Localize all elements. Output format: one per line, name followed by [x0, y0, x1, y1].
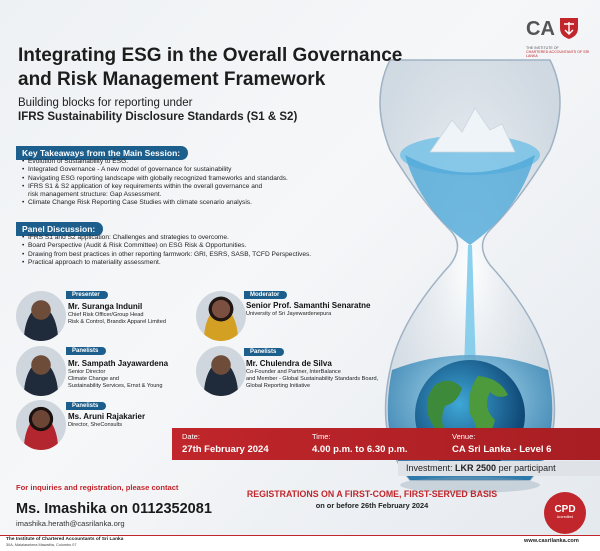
moderator-role: Moderator — [244, 291, 287, 299]
venue-label: Venue: — [452, 432, 476, 441]
list-item: • Board Perspective (Audit & Risk Committee) on ESG Risk & Opportunities. — [22, 242, 362, 250]
presenter-description — [68, 312, 198, 326]
investment-label: Investment: — [406, 463, 453, 473]
key-takeaways-heading: Key Takeaways from the Main Session: — [16, 146, 188, 160]
shield-icon — [558, 16, 580, 40]
panelist-description — [68, 369, 198, 389]
logo-line2: CHARTERED ACCOUNTANTS OF SRI LANKA — [526, 50, 590, 59]
moderator-avatar — [196, 291, 246, 341]
key-takeaways-list — [22, 158, 352, 208]
panelist-description — [246, 369, 406, 389]
list-item: • Evolution of Sustainability to ESG. — [22, 158, 352, 166]
investment-box — [398, 461, 600, 476]
presenter-desc-line: Chief Risk Officer/Group Head — [68, 312, 144, 318]
panelist-role: Panelists — [244, 348, 284, 356]
date-label: Date: — [182, 432, 200, 441]
moderator-name: Senior Prof. Samanthi Senaratne — [246, 301, 371, 310]
page-title — [18, 44, 488, 92]
contact-name-phone: Ms. Imashika on 0112352081 — [16, 501, 212, 517]
footer-institute: The Institute of Chartered Accountants of Sri Lanka — [6, 537, 124, 542]
cpd-sublabel: Accredited — [556, 515, 574, 519]
panelist-desc-line: Senior Director — [68, 369, 106, 375]
time-label: Time: — [312, 432, 331, 441]
date-value: 27th February 2024 — [182, 444, 269, 455]
investment-suffix: per participant — [498, 463, 556, 473]
title-line-2: and Risk Management Framework — [18, 69, 326, 90]
presenter-desc-line: Risk & Control, Brandix Apparel Limited — [68, 318, 166, 325]
list-item-continuation: risk management structure: Gap Assessment. — [28, 191, 162, 199]
logo-mark: CA — [526, 18, 555, 40]
panelist-name: Ms. Aruni Rajakarier — [68, 412, 146, 421]
panelist-avatar — [16, 346, 66, 396]
list-item: • Practical approach to materiality assessment. — [22, 259, 362, 267]
subtitle-standards: IFRS Sustainability Disclosure Standards (S1 & S2) — [18, 111, 298, 123]
list-item: • Climate Change Risk Reporting Case Studies with climate scenario analysis. — [22, 199, 352, 207]
investment-value: LKR 2500 — [455, 463, 497, 473]
title-line-1: Integrating ESG in the Overall Governance — [18, 45, 403, 66]
footer-website[interactable]: www.casrilanka.com — [524, 538, 579, 544]
contact-prompt: For inquiries and registration, please contact — [16, 483, 179, 492]
moderator-description: University of Sri Jayewardenepura — [246, 311, 332, 317]
panel-discussion-list — [22, 234, 362, 267]
panelist-desc-line: Climate Change and — [68, 375, 119, 382]
panelist-role: Panelists — [66, 347, 106, 355]
panelist-desc-line: Global Reporting Initiative — [246, 382, 311, 389]
cpd-badge — [544, 492, 586, 534]
registration-note: REGISTRATIONS ON A FIRST-COME, FIRST-SERVED BASIS — [246, 489, 498, 499]
venue-value: CA Sri Lanka - Level 6 — [452, 444, 552, 455]
panelist-description: Director, SheConsults — [68, 422, 123, 428]
presenter-role: Presenter — [66, 291, 108, 299]
registration-deadline: on or before 26th February 2024 — [315, 501, 429, 510]
list-item: • Integrated Governance - A new model of governance for sustainability — [22, 166, 352, 174]
list-item: • Navigating ESG reporting landscape with globally recognized frameworks and standards. — [22, 175, 352, 183]
list-item: • Drawing from best practices in other reporting farmwork: GRI, ESRS, SASB, TCFD Perspectives. — [22, 251, 362, 259]
panelist-role: Panelists — [66, 402, 106, 410]
footer-address: 30A, Malalasekera Mawatha, Colombo 07 — [6, 543, 77, 547]
list-item: • IFRS S1 & S2 application of key requirements within the overall governance and — [22, 183, 352, 191]
list-item: • IFRS S1 and S2 application: Challenges and strategies to overcome. — [22, 234, 362, 242]
contact-email[interactable]: imashika.herath@casrilanka.org — [16, 519, 125, 528]
time-value: 4.00 p.m. to 6.30 p.m. — [312, 444, 408, 455]
panelist-avatar — [196, 346, 246, 396]
presenter-name: Mr. Suranga Indunil — [68, 302, 143, 311]
panel-discussion-heading: Panel Discussion: — [16, 222, 103, 236]
panelist-name: Mr. Chulendra de Silva — [246, 359, 332, 368]
cpd-label: CPD — [554, 504, 576, 515]
panelist-desc-line: and Member - Global Sustainability Standards Board, — [246, 375, 379, 382]
panelist-avatar — [16, 400, 66, 450]
panelist-desc-line: Sustainability Services, Ernst & Young — [68, 382, 163, 389]
logo-line1: THE INSTITUTE OF — [526, 46, 559, 50]
panelist-desc-line: Co-Founder and Partner, InterBalance — [246, 369, 341, 375]
panelist-name: Mr. Sampath Jayawardena — [68, 359, 169, 368]
subtitle: Building blocks for reporting under — [18, 97, 193, 109]
presenter-avatar — [16, 291, 66, 341]
